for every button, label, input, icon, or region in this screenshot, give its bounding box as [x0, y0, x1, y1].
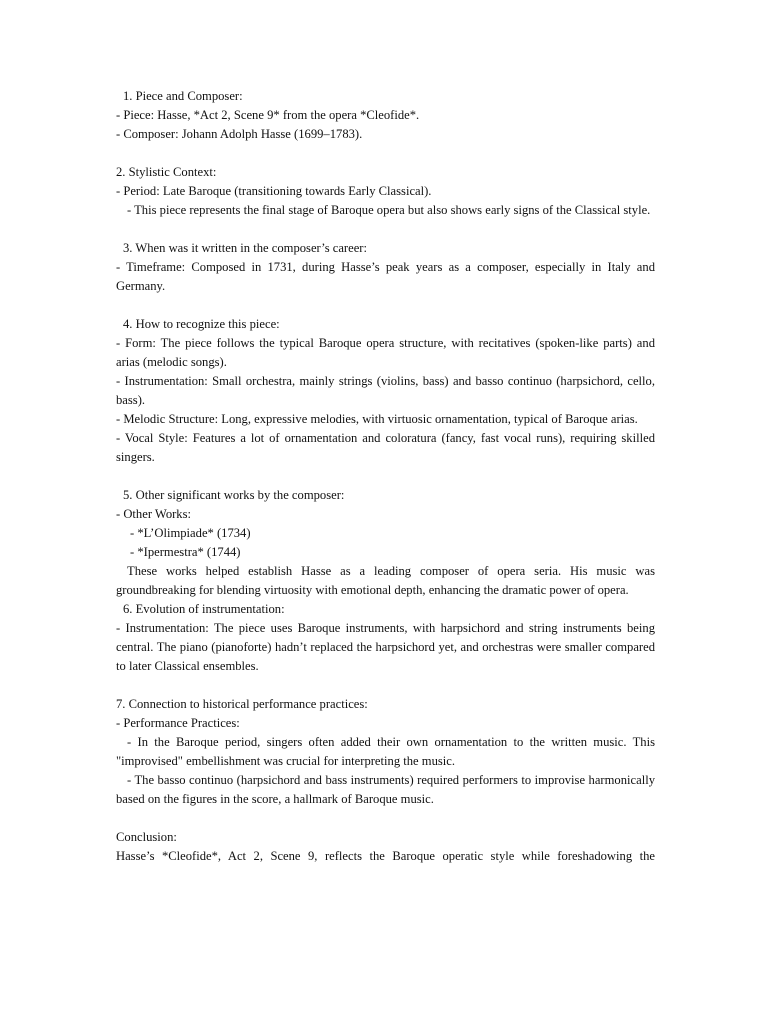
evolution-text: - Instrumentation: The piece uses Baroque instruments, with harpsichord and string instruments being central. The piano (pianoforte) hadn’t replaced the harpsichord yet, and orchestras were smaller compared to later Classical ensembles.: [116, 621, 659, 673]
section-4-heading: 4. How to recognize this piece:: [123, 317, 280, 331]
practice-item: - In the Baroque period, singers often added their own ornamentation to the written music. This "improvised" embellishment was crucial for interpreting the music.: [116, 735, 659, 768]
document-page: [116, 87, 659, 866]
practices-line: - Performance Practices:: [116, 716, 240, 730]
melodic-line: - Melodic Structure: Long, expressive melodies, with virtuosic ornamentation, typical of Baroque arias.: [116, 412, 638, 426]
form-line: - Form: The piece follows the typical Baroque opera structure, with recitatives (spoken-like parts) and arias (melodic songs).: [116, 336, 659, 369]
section-1-heading: 1. Piece and Composer:: [123, 89, 243, 103]
other-works-line: - Other Works:: [116, 507, 192, 521]
section-7-heading: 7. Connection to historical performance practices:: [116, 697, 368, 711]
conclusion-text: Hasse’s *Cleofide*, Act 2, Scene 9, reflects the Baroque operatic style while foreshadowing the: [116, 849, 655, 863]
section-3-heading: 3. When was it written in the composer’s career:: [123, 241, 367, 255]
spacer: [116, 296, 655, 315]
spacer: [116, 467, 655, 486]
vocal-line: - Vocal Style: Features a lot of ornamentation and coloratura (fancy, fast vocal runs), requiring skilled singers.: [116, 431, 659, 464]
spacer: [116, 144, 655, 163]
spacer: [116, 220, 655, 239]
piece-line: - Piece: Hasse, *Act 2, Scene 9* from the opera *Cleofide*.: [116, 108, 420, 122]
composer-line: - Composer: Johann Adolph Hasse (1699–1783).: [116, 127, 363, 141]
instrumentation-line: - Instrumentation: Small orchestra, mainly strings (violins, bass) and basso continuo (harpsichord, cello, bass).: [116, 374, 659, 407]
spacer: [116, 676, 655, 695]
conclusion-heading: Conclusion:: [116, 830, 177, 844]
work-item: - *L’Olimpiade* (1734): [130, 526, 251, 540]
practice-item: - The basso continuo (harpsichord and bass instruments) required performers to improvise harmonically based on the figures in the score, a hallmark of Baroque music.: [116, 773, 659, 806]
works-paragraph: These works helped establish Hasse as a leading composer of opera seria. His music was groundbreaking for blending virtuosity with emotional depth, enhancing the dramatic power of opera.: [116, 564, 659, 597]
section-5-heading: 5. Other significant works by the composer:: [123, 488, 345, 502]
stylistic-detail: - This piece represents the final stage of Baroque opera but also shows early signs of the Classical style.: [127, 203, 651, 217]
spacer: [116, 809, 655, 828]
section-6-heading: 6. Evolution of instrumentation:: [123, 602, 285, 616]
period-line: - Period: Late Baroque (transitioning towards Early Classical).: [116, 184, 432, 198]
work-item: - *Ipermestra* (1744): [130, 545, 241, 559]
timeframe-line: - Timeframe: Composed in 1731, during Hasse’s peak years as a composer, especially in Italy and Germany.: [116, 260, 659, 293]
section-2-heading: 2. Stylistic Context:: [116, 165, 217, 179]
